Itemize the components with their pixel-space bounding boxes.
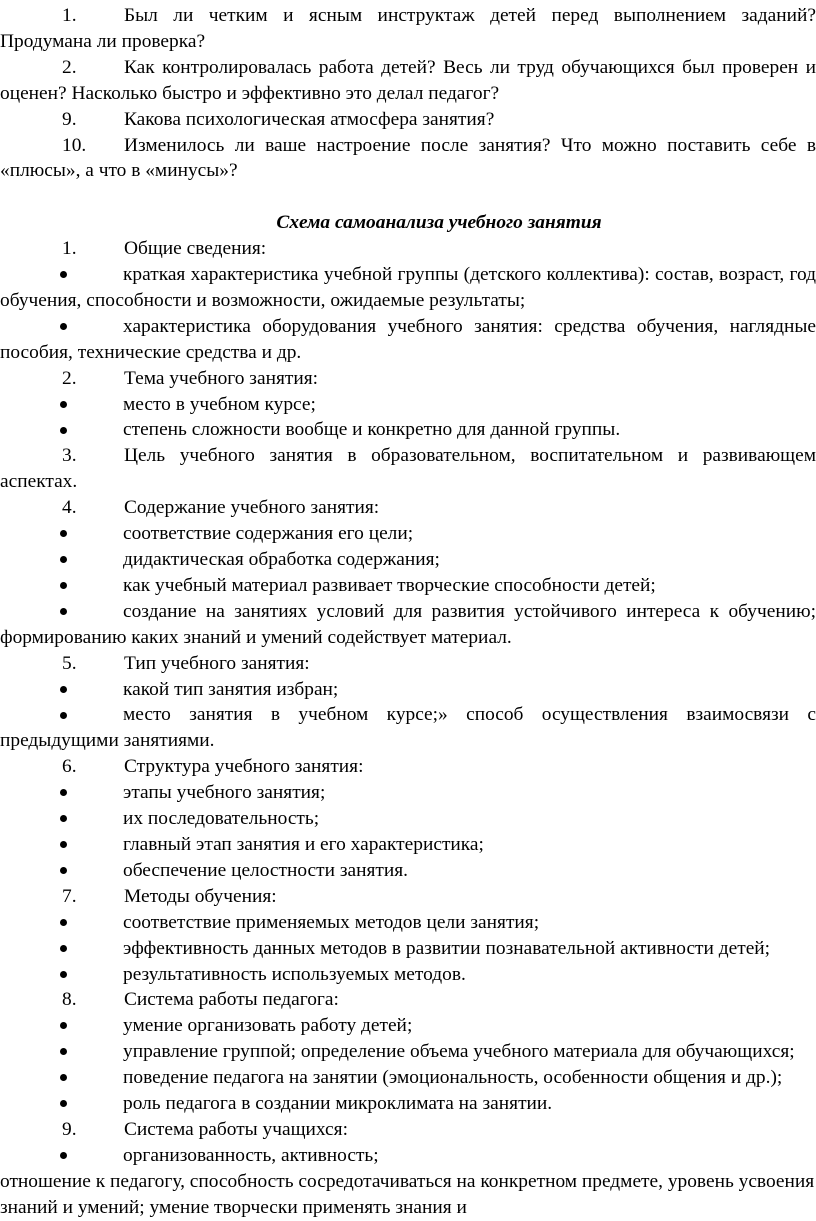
bullet-item: [0, 1143, 816, 1169]
item-number: 9.: [62, 108, 77, 130]
list-item: [0, 55, 816, 107]
section-title: [0, 884, 816, 910]
bullet-dot-icon: [60, 919, 67, 926]
section-title-text: Тема учебного занятия:: [124, 367, 319, 389]
bullet-item: [0, 1065, 816, 1091]
bullet-text: организованность, активность;: [123, 1144, 379, 1166]
section-heading: Схема самоанализа учебного занятия: [276, 212, 602, 234]
bullet-icon: [60, 314, 123, 340]
bullet-icon: [60, 1039, 123, 1065]
bullet-item: [0, 858, 816, 884]
section-number: 1.: [62, 238, 77, 260]
item-text: Был ли четким и ясным инструктаж детей перед выполнением заданий? Продумана ли проверка?: [0, 5, 816, 52]
section-number: 4.: [62, 497, 77, 519]
item-number: 10.: [62, 134, 87, 156]
bullet-dot-icon: [60, 556, 67, 563]
section-title: [0, 1117, 816, 1143]
bullet-text: как учебный материал развивает творческие способности детей;: [123, 574, 656, 596]
tail-paragraph: отношение к педагогу, способность сосредотачиваться на конкретном предмете, уровень усвоения знаний и умений; умение творчески применять знания и: [0, 1170, 815, 1218]
section-title-text: Система работы учащихся:: [124, 1118, 348, 1140]
bullet-item: [0, 936, 816, 962]
bullet-item: [0, 573, 816, 599]
bullet-icon: [60, 806, 123, 832]
bullet-text: краткая характеристика учебной группы (детского коллектива): состав, возраст, год обучения, способности и возможности, ожидаемые результаты;: [0, 264, 816, 311]
bullet-item: [0, 262, 816, 314]
bullet-dot-icon: [60, 971, 67, 978]
section-title-text: Общие сведения:: [124, 238, 267, 260]
bullet-dot-icon: [60, 815, 67, 822]
item-number: 1.: [62, 5, 77, 26]
bullet-text: эффективность данных методов в развитии познавательной активности детей;: [123, 937, 771, 959]
section-number: 6.: [62, 756, 77, 778]
bullet-dot-icon: [60, 582, 67, 589]
section-title-text: Методы обучения:: [124, 885, 277, 907]
item-number: 2.: [62, 56, 77, 78]
bullet-icon: [60, 392, 123, 418]
bullet-text: место занятия в учебном курсе;» способ осуществления взаимосвязи с предыдущими занятиями.: [0, 704, 816, 752]
bullet-icon: [60, 547, 123, 573]
bullet-text: соответствие применяемых методов цели занятия;: [123, 911, 540, 933]
bullet-item: [0, 1039, 816, 1065]
bullet-dot-icon: [60, 1022, 67, 1029]
bullet-icon: [60, 521, 123, 547]
bullet-dot-icon: [60, 1048, 67, 1055]
bullet-icon: [60, 1091, 123, 1117]
bullet-text: умение организовать работу детей;: [123, 1015, 413, 1037]
top-list: [0, 3, 816, 184]
section-number: 3.: [62, 445, 77, 467]
bullet-dot-icon: [60, 789, 67, 796]
section-title: [0, 236, 816, 262]
bullet-icon: [60, 858, 123, 884]
section-number: 9.: [62, 1118, 77, 1140]
bullet-text: управление группой; определение объема учебного материала для обучающихся;: [123, 1041, 795, 1063]
bullet-item: [0, 910, 816, 936]
section-title-text: Тип учебного занятия:: [124, 652, 310, 674]
section-title: [0, 366, 816, 392]
bullet-text: характеристика оборудования учебного занятия: средства обучения, наглядные пособия, технические средства и др.: [0, 315, 816, 363]
bullet-text: роль педагога в создании микроклимата на занятии.: [123, 1093, 553, 1115]
bullet-item: [0, 521, 816, 547]
bullet-text: поведение педагога на занятии (эмоциональность, особенности общения и др.);: [123, 1067, 783, 1089]
item-text: Как контролировалась работа детей? Весь ли труд обучающихся был проверен и оценен? Насколько быстро и эффективно это делал педагог?: [0, 56, 816, 104]
bullet-dot-icon: [60, 1074, 67, 1081]
bullet-item: [0, 1091, 816, 1117]
section-number: 5.: [62, 652, 77, 674]
bullet-icon: [60, 702, 123, 728]
bullet-icon: [60, 599, 123, 625]
section-title: [0, 754, 816, 780]
section-title-text: Цель учебного занятия в образовательном, воспитательном и развивающем аспектах.: [0, 445, 816, 493]
list-item: [0, 107, 816, 133]
bullet-item: [0, 392, 816, 418]
scheme-list: [0, 236, 816, 1169]
section-title: [0, 443, 816, 495]
bullet-icon: [60, 832, 123, 858]
bullet-dot-icon: [60, 271, 67, 278]
bullet-item: [0, 599, 816, 651]
bullet-text: какой тип занятия избран;: [123, 678, 339, 700]
bullet-icon: [60, 1065, 123, 1091]
bullet-dot-icon: [60, 867, 67, 874]
bullet-text: дидактическая обработка содержания;: [123, 549, 440, 571]
bullet-dot-icon: [60, 1152, 67, 1159]
bullet-dot-icon: [60, 686, 67, 693]
bullet-icon: [60, 573, 123, 599]
bullet-icon: [60, 262, 123, 288]
section-title: [0, 651, 816, 677]
bullet-dot-icon: [60, 712, 67, 719]
bullet-item: [0, 314, 816, 366]
bullet-item: [0, 806, 816, 832]
bullet-icon: [60, 936, 123, 962]
bullet-text: место в учебном курсе;: [123, 393, 316, 415]
section-number: 7.: [62, 885, 77, 907]
bullet-icon: [60, 1013, 123, 1039]
bullet-text: главный этап занятия и его характеристика;: [123, 833, 484, 855]
bullet-icon: [60, 677, 123, 703]
bullet-dot-icon: [60, 323, 67, 330]
bullet-text: результативность используемых методов.: [123, 963, 466, 985]
bullet-icon: [60, 1143, 123, 1169]
bullet-text: степень сложности вообще и конкретно для данной группы.: [123, 419, 621, 441]
bullet-icon: [60, 780, 123, 806]
list-item: [0, 133, 816, 185]
blank-line: [0, 184, 816, 210]
bullet-item: [0, 780, 816, 806]
bullet-text: обеспечение целостности занятия.: [123, 859, 409, 881]
bullet-item: [0, 832, 816, 858]
bullet-item: [0, 962, 816, 988]
list-item: [0, 3, 816, 55]
bullet-dot-icon: [60, 1100, 67, 1107]
bullet-text: их последовательность;: [123, 808, 320, 830]
section-number: 8.: [62, 989, 77, 1011]
bullet-item: [0, 417, 816, 443]
bullet-text: создание на занятиях условий для развития устойчивого интереса к обучению; формированию каких знаний и умений содействует материал.: [0, 600, 816, 648]
section-title-text: Содержание учебного занятия:: [124, 497, 380, 519]
bullet-icon: [60, 910, 123, 936]
bullet-dot-icon: [60, 841, 67, 848]
bullet-text: этапы учебного занятия;: [123, 782, 326, 804]
bullet-text: соответствие содержания его цели;: [123, 523, 414, 545]
bullet-dot-icon: [60, 401, 67, 408]
bullet-item: [0, 547, 816, 573]
bullet-dot-icon: [60, 530, 67, 537]
section-title: [0, 495, 816, 521]
bullet-item: [0, 1013, 816, 1039]
bullet-dot-icon: [60, 427, 67, 434]
bullet-icon: [60, 962, 123, 988]
section-title-text: Система работы педагога:: [124, 989, 339, 1011]
item-text: Изменилось ли ваше настроение после занятия? Что можно поставить себе в «плюсы», а что в «минусы»?: [0, 134, 816, 182]
section-number: 2.: [62, 367, 77, 389]
bullet-item: [0, 702, 816, 754]
bullet-dot-icon: [60, 608, 67, 615]
section-title: [0, 987, 816, 1013]
document-page: [0, 3, 816, 1221]
bullet-item: [0, 677, 816, 703]
item-text: Какова психологическая атмосфера занятия?: [124, 108, 495, 130]
section-title-text: Структура учебного занятия:: [124, 756, 364, 778]
bullet-dot-icon: [60, 945, 67, 952]
bullet-icon: [60, 417, 123, 443]
